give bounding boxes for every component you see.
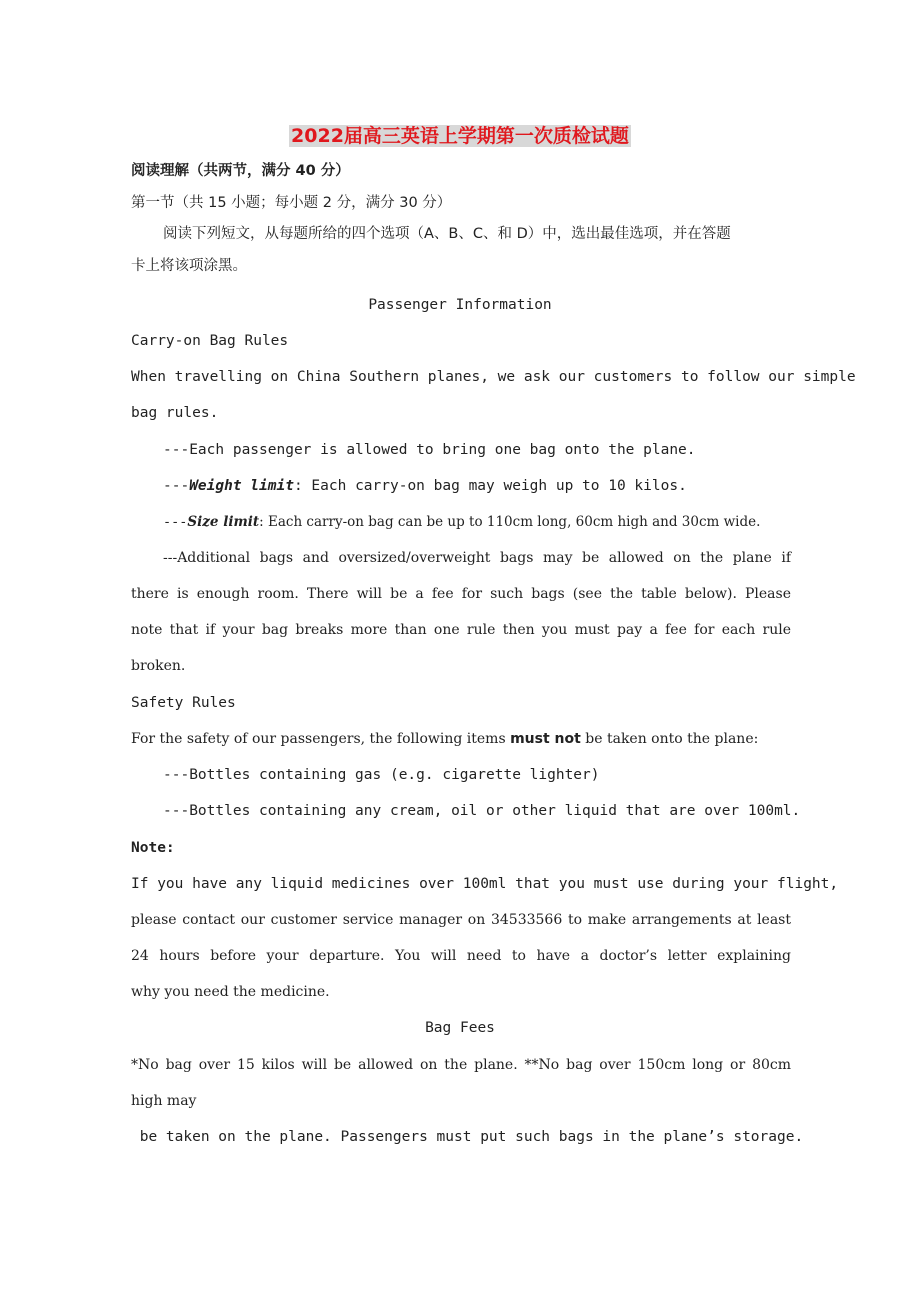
bag-fees-line-2: high may — [131, 1093, 197, 1109]
rule-additional-line-1: ---Additional bags and oversized/overweight bags may be allowed on the plane if — [163, 550, 791, 566]
exam-title: 2022届高三英语上学期第一次质检试题 — [291, 125, 629, 147]
note-line-4: why you need the medicine. — [131, 984, 330, 1000]
bag-fees-line-3: be taken on the plane. Passengers must put such bags in the plane’s storage. — [131, 1129, 804, 1145]
rule-additional-line-2: there is enough room. There will be a fee for such bags (see the table below). Please — [131, 586, 791, 602]
note-line-2: please contact our customer service manager on 34533566 to make arrangements at least — [131, 912, 791, 928]
safety-intro: For the safety of our passengers, the following items must not be taken onto the plane: — [131, 731, 759, 747]
carry-on-intro-line-2: bag rules. — [131, 405, 219, 421]
carry-on-heading: Carry-on Bag Rules — [131, 333, 289, 349]
safety-heading: Safety Rules — [131, 695, 236, 711]
rule-additional-line-4: broken. — [131, 658, 186, 674]
safety-item-gas: ---Bottles containing gas (e.g. cigarette lighter) — [163, 767, 600, 783]
bag-fees-heading: Bag Fees — [425, 1020, 495, 1036]
safety-item-liquid: ---Bottles containing any cream, oil or other liquid that are over 100ml. — [163, 803, 801, 819]
instructions-line-1: 阅读下列短文，从每题所给的四个选项（A、B、C、和 D）中，选出最佳选项，并在答题 — [163, 226, 731, 242]
rule-additional-line-3: note that if your bag breaks more than one rule then you must pay a fee for each rule — [131, 622, 791, 638]
rule-size-limit: ---Size limit: Each carry-on bag can be up to 110cm long, 60cm high and 30cm wide. — [163, 514, 761, 530]
instructions-line-2: 卡上将该项涂黑。 — [131, 258, 247, 274]
section-heading: 阅读理解（共两节，满分 40 分） — [131, 163, 350, 179]
note-line-1: If you have any liquid medicines over 100ml that you must use during your flight, — [131, 876, 839, 892]
bag-fees-line-1: *No bag over 15 kilos will be allowed on the plane. **No bag over 150cm long or 80cm — [131, 1057, 791, 1073]
note-heading: Note: — [131, 840, 175, 856]
rule-one-bag: ---Each passenger is allowed to bring one bag onto the plane. — [163, 442, 696, 458]
note-line-3: 24 hours before your departure. You will need to have a doctor’s letter explaining — [131, 948, 791, 964]
section-part: 第一节（共 15 小题；每小题 2 分，满分 30 分） — [131, 195, 452, 211]
passage-title: Passenger Information — [368, 297, 552, 313]
rule-weight-limit: ---Weight limit: Each carry-on bag may weigh up to 10 kilos. — [163, 478, 687, 494]
carry-on-intro-line-1: When travelling on China Southern planes, we ask our customers to follow our simple — [131, 369, 856, 385]
